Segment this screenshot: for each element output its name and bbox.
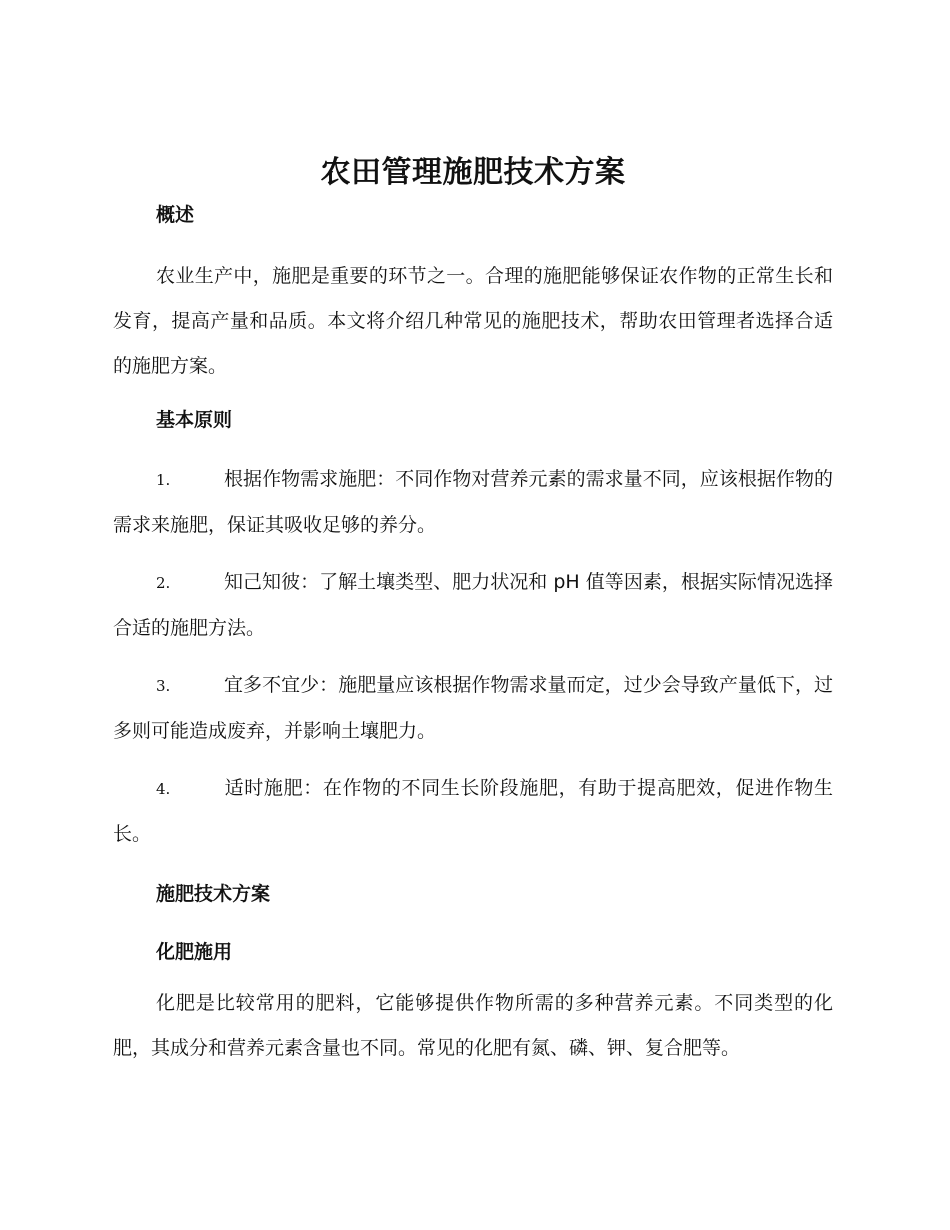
principle-text: 知己知彼：了解土壤类型、肥力状况和 pH 值等因素，根据实际情况选择合适的施肥方法。 (113, 571, 833, 639)
principle-number: 2. (156, 574, 171, 592)
subsection-heading-chemical: 化肥施用 (156, 941, 233, 963)
principle-number: 4. (156, 780, 171, 798)
principle-text: 宜多不宜少：施肥量应该根据作物需求量而定，过少会导致产量低下，过多则可能造成废弃，并影响土壤肥力。 (113, 674, 833, 742)
principle-number: 3. (156, 677, 171, 695)
principle-text: 根据作物需求施肥：不同作物对营养元素的需求量不同，应该根据作物的需求来施肥，保证其吸收足够的养分。 (113, 468, 833, 536)
section-heading-principles: 基本原则 (156, 409, 233, 431)
principle-item-1 (113, 457, 833, 548)
overview-paragraph: 农业生产中，施肥是重要的环节之一。合理的施肥能够保证农作物的正常生长和发育，提高产量和品质。本文将介绍几种常见的施肥技术，帮助农田管理者选择合适的施肥方案。 (113, 265, 833, 377)
principle-number: 1. (156, 471, 171, 489)
principle-item-3 (113, 663, 833, 754)
principle-item-4 (113, 766, 833, 857)
principle-item-2 (113, 560, 833, 651)
principle-text: 适时施肥：在作物的不同生长阶段施肥，有助于提高肥效，促进作物生长。 (113, 777, 833, 845)
section-heading-overview: 概述 (156, 204, 195, 226)
section-heading-techniques: 施肥技术方案 (156, 883, 271, 905)
document-page (113, 150, 833, 1071)
chemical-paragraph: 化肥是比较常用的肥料，它能够提供作物所需的多种营养元素。不同类型的化肥，其成分和营养元素含量也不同。常见的化肥有氮、磷、钾、复合肥等。 (113, 992, 833, 1059)
document-title: 农田管理施肥技术方案 (320, 155, 626, 190)
